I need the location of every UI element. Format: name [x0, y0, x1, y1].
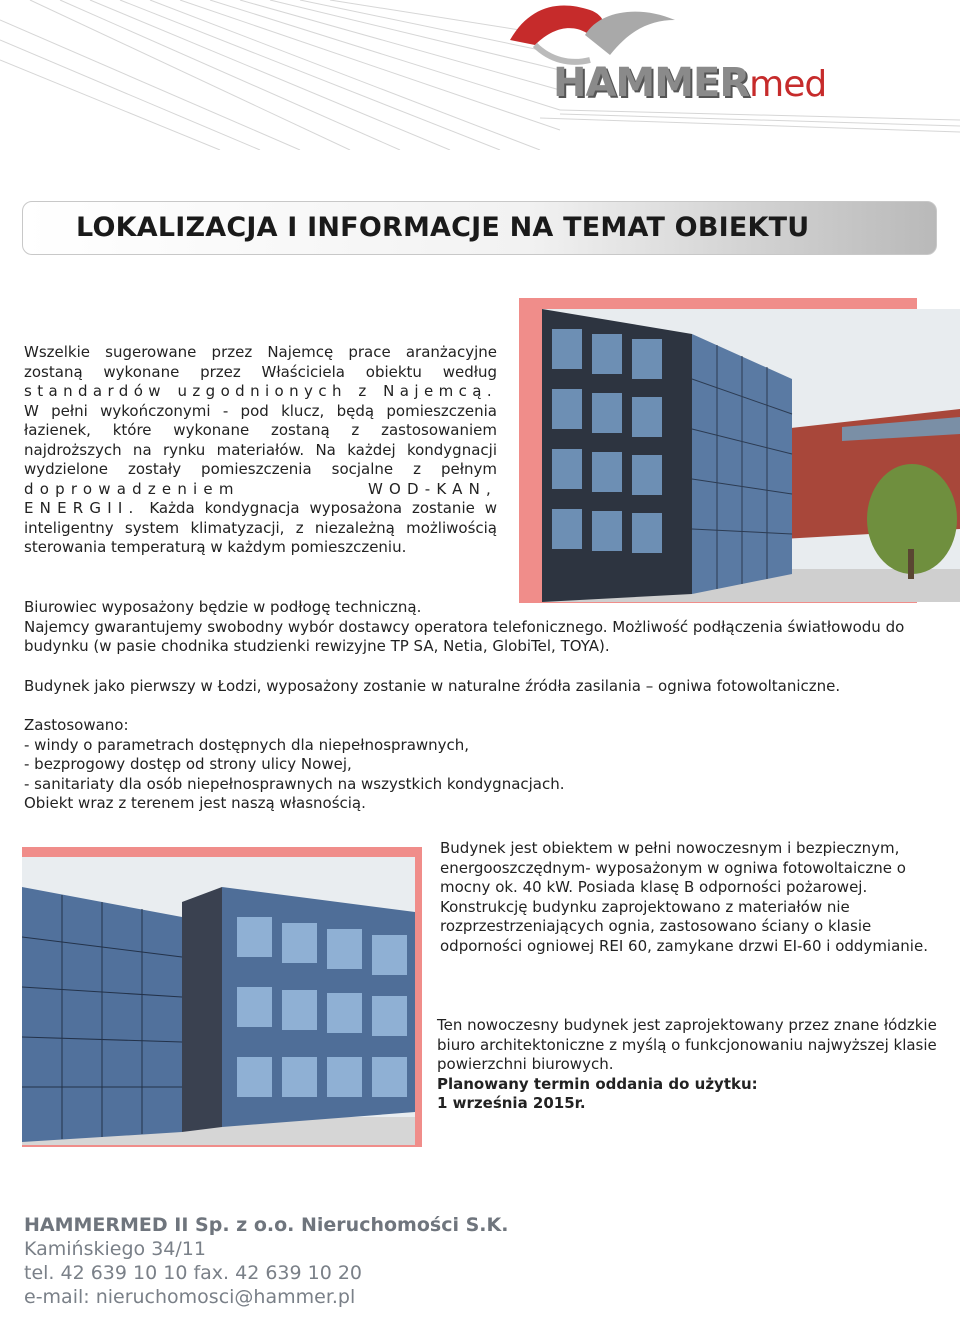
building-image-bottom: [22, 857, 415, 1145]
logo-sub-text: med: [749, 64, 827, 105]
logo-wordmark: [553, 60, 826, 106]
page-title: LOKALIZACJA I INFORMACJE NA TEMAT OBIEKTU: [76, 212, 810, 243]
applied-heading: Zastosowano:: [24, 716, 129, 734]
applied-item: - sanitariaty dla osób niepełnosprawnych na wszystkich kondygnacjach.: [24, 774, 565, 793]
energy-paragraph: Budynek jako pierwszy w Łodzi, wyposażony zostanie w naturalne źródła zasilania – ogniwa fotowoltaniczne.: [24, 677, 841, 695]
intro-line-3: W pełni wykończonymi - pod klucz, będą pomieszczenia łazienek, które wykonane zostaną z zastosowaniem najdroższych na rynku materiałów. Na każdej kondygnacji wydzielone zostały pomieszczenia socjalne z pełnym: [24, 401, 497, 478]
ownership-text: Obiekt wraz z terenem jest naszą własnością.: [24, 794, 366, 812]
intro-line-5: Każda kondygnacja wyposażona zostanie w inteligentny system klimatyzacji, z niezależną możliwością sterowania temperaturą w każdym pomieszczeniu.: [24, 499, 497, 556]
tech-line-1: Biurowiec wyposażony będzie w podłogę techniczną.: [24, 598, 422, 616]
intro-paragraph: [24, 343, 497, 558]
intro-line-4: doprowadzeniem WOD-KAN, ENERGII.: [24, 479, 497, 517]
modern-paragraph: Budynek jest obiektem w pełni nowoczesnym i bezpiecznym, energooszczędnym- wyposażonym w ogniwa fotowoltaiczne o mocny ok. 40 kW. Posiada klasę B odporności pożarowej. Konstrukcję budynku zaprojektowano z materiałów nie rozprzestrzeniających ognia, zastosowano ściany o klasie odporności ogniowej REI 60, zamykane drzwi EI-60 i oddymianie.: [440, 839, 928, 955]
tech-line-2: Najemcy gwarantujemy swobodny wybór dostawcy operatora telefonicznego. Możliwość podłączenia światłowodu do budynku (w pasie chodnika studzienki rewizyjne TP SA, Netia, GlobiTel, TOYA).: [24, 617, 905, 655]
footer-address: Kamińskiego 34/11: [24, 1238, 206, 1260]
footer-email[interactable]: e-mail: nieruchomosci@hammer.pl: [24, 1286, 356, 1308]
footer-company: HAMMERMED II Sp. z o.o. Nieruchomości S.K.: [24, 1214, 509, 1236]
deadline-date: 1 września 2015r.: [437, 1094, 586, 1112]
design-paragraph: [437, 1016, 937, 1114]
design-text: Ten nowoczesny budynek jest zaprojektowany przez znane łódzkie biuro architektoniczne z myślą o funkcjonowaniu najwyższej klasie powierzchni biurowych.: [437, 1016, 937, 1073]
tech-paragraph: [24, 598, 934, 657]
applied-item: - windy o parametrach dostępnych dla niepełnosprawnych,: [24, 735, 470, 754]
building-image-top: [542, 309, 960, 602]
intro-line-1: Wszelkie sugerowane przez Najemcę prace aranżacyjne zostaną wykonane przez Właściciela obiektu według: [24, 343, 497, 381]
intro-line-2: standardów uzgodnionych z Najemcą.: [24, 382, 497, 400]
footer-phone: tel. 42 639 10 10 fax. 42 639 10 20: [24, 1262, 363, 1284]
logo-main-text: HAMMER: [553, 60, 750, 106]
deadline-label: Planowany termin oddania do użytku:: [437, 1074, 758, 1093]
applied-section: [24, 716, 934, 814]
footer-contact: [24, 1213, 724, 1309]
applied-item: - bezprogowy dostęp od strony ulicy Nowej,: [24, 755, 352, 773]
